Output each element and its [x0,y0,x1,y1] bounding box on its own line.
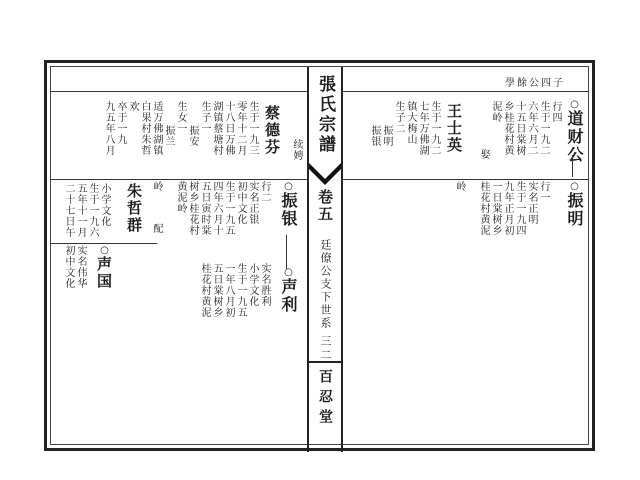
bio-line: 生于一九五 [223,181,234,236]
bio-line: 岭 [151,181,162,192]
bio-line: 九五年八月 [103,101,114,156]
bio-line: 九年正月初 [502,181,513,236]
circle-marker-icon: ○ [569,181,580,192]
circle-marker-icon: ○ [283,181,294,192]
bio-line: 生于一九二 [429,101,440,156]
bio-line: 六年六月二 [526,101,537,156]
bio-line: 实名伟华 [75,245,86,289]
bio-line: 行二 [259,181,270,203]
bio-line: 四年六月十 [211,181,222,236]
lineage-connector [572,155,573,177]
bio-line: 初中文化 [63,245,74,289]
child-name: 振银 [369,125,380,147]
bio-line: 零年十二月 [235,101,246,156]
bio-line: 实名胜利 [259,263,270,307]
genealogy-page [44,60,595,451]
right-header-text: 學餘公四子 [505,78,565,89]
person-name-daocai: ○道财公 [565,99,584,164]
bio-line: 娶 [478,149,489,160]
bio-line: 生子二 [393,101,404,134]
circle-marker-icon: ○ [99,245,110,256]
spouse-name: 王士英 [445,103,463,154]
child-name: 振兰 [163,125,174,147]
person-name-shengli: ○声利 [279,267,298,314]
person-name-shengguo: ○声国 [95,245,113,290]
bio-line: 树乡桂花村 [187,181,198,236]
generation-rule [51,179,307,180]
bio-line: 配 [151,223,162,234]
bio-line: 初中文化 [235,181,246,225]
spouse-name: 朱哲群 [125,183,143,234]
bio-line: 桂花村黄泥 [199,263,210,318]
bio-line: 一日棠树乡 [490,181,501,236]
spine-chevron-icon [309,163,341,185]
bio-line: 五年十一月 [75,183,86,238]
child-name: 振安 [187,125,198,147]
lineage-connector [286,235,287,269]
bio-line: 二十七日午 [63,183,74,238]
bio-line: 镇大梅山 [405,101,416,145]
bio-line: 生于一九五 [235,263,246,318]
circle-marker-icon: ○ [283,267,294,278]
bio-line: 小学文化 [99,183,110,227]
book-spine [307,67,343,452]
annotation: 续娉 [291,139,302,161]
bio-line: 生于一九四 [514,181,525,236]
bio-line: 生子一 [199,101,210,134]
sub-rule [51,243,157,244]
bio-line: 适万佛湖镇 [151,101,162,156]
circle-marker-icon: ○ [569,99,580,110]
bio-line: 五日棠树乡 [211,263,222,318]
bio-line: 白果村朱哲 [139,101,150,156]
bio-line: 桂花村黄泥 [478,181,489,236]
bio-line: 小学文化 [247,263,258,307]
bio-line: 实名正银 [247,181,258,225]
bio-line: 湖镇蔡塘村 [211,101,222,156]
person-name-zhenming: ○振明 [565,181,584,228]
bio-line: 黄泥岭 [175,181,186,214]
bio-line: 欢 [127,101,138,112]
right-header-rule [343,91,588,92]
bio-line: 卒于一九 [115,101,126,145]
bio-line: 行一 [538,181,549,203]
spine-volume: 卷五 [316,189,334,223]
spine-rule [309,361,341,363]
spine-page-number: 三二 [319,335,332,363]
bio-line: 五日寅时棠 [199,181,210,236]
generation-rule [343,179,588,180]
bio-line: 十八日万佛 [223,101,234,156]
spine-section: 廷僚公支下世系 [319,239,332,330]
spine-title: 張氏宗譜 [315,75,335,155]
bio-line: 十五日棠树 [514,101,525,156]
person-name-zhenyin: ○振银 [279,181,298,228]
left-header-rule [51,91,307,92]
bio-line: 七年万佛湖 [417,101,428,156]
bio-line: 泥岭 [490,101,501,123]
bio-line: 乡桂花村黄 [502,101,513,156]
bio-line: 岭 [454,181,465,192]
bio-line: 生于一九六 [87,183,98,238]
bio-line: 一年八月初 [223,263,234,318]
bio-line: 生女一 [175,101,186,134]
bio-line: 实名正明 [526,181,537,225]
spouse-name: 蔡德芬 [263,105,281,156]
page-frame [50,66,589,445]
child-name: 振明 [381,125,392,147]
bio-line: 生于一九三 [247,101,258,156]
bio-line: 行四 [550,101,561,123]
bio-line: 生于一九二 [538,101,549,156]
spine-hall-name: 百忍堂 [317,369,333,429]
